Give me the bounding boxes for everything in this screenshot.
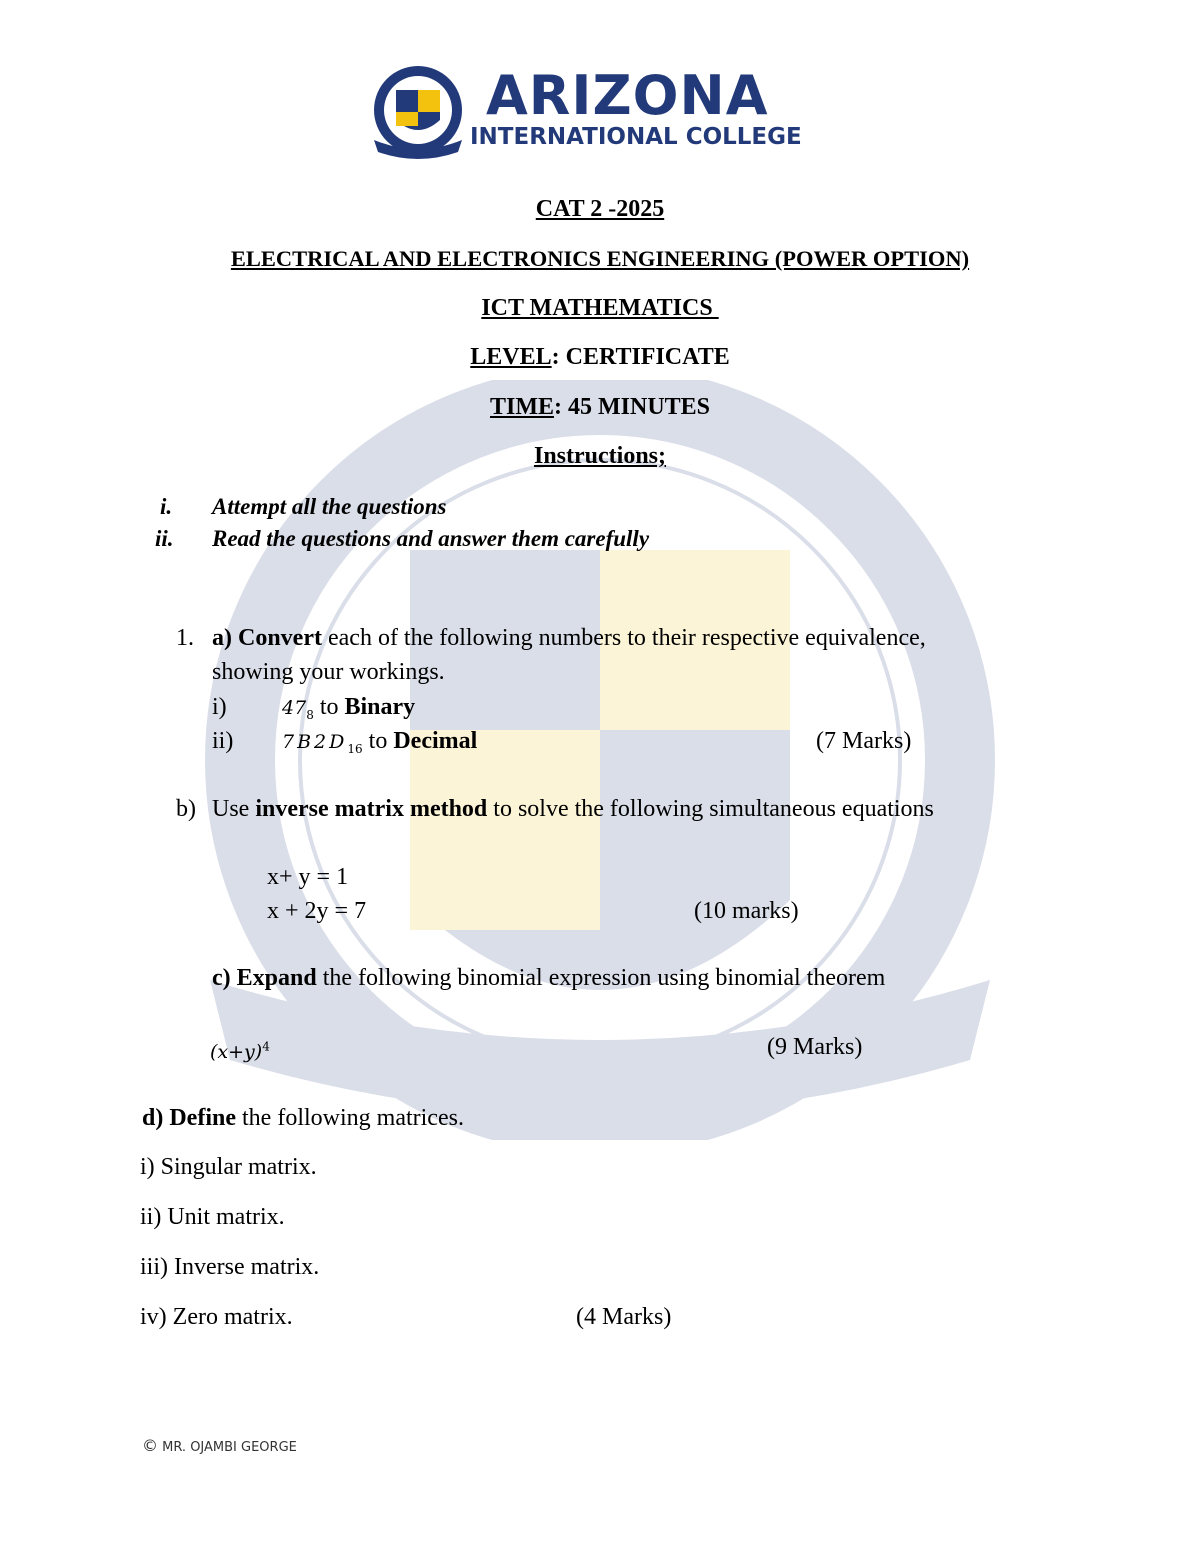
time-line: TIME: 45 MINUTES [489, 394, 711, 420]
q1a-item-1: $47_8$ to Binary [282, 694, 416, 722]
q1d-item: i) Singular matrix. [140, 1154, 317, 1180]
subject-title: ICT MATHEMATICS [481, 295, 719, 321]
q1a-item-num: i) [212, 694, 227, 720]
q1c-marks: (9 Marks) [767, 1034, 863, 1060]
course-title: ELECTRICAL AND ELECTRONICS ENGINEERING (POWER OPTION) [230, 246, 970, 271]
instruction-text: Read the questions and answer them carefully [212, 526, 650, 551]
instruction-num: ii. [155, 526, 174, 551]
instructions-heading: Instructions; [533, 443, 666, 469]
q1a-marks: (7 Marks) [816, 728, 912, 754]
q1b-equation-2: x + 2y = 7 [267, 898, 367, 924]
question-number: 1. [176, 625, 194, 651]
q1d-prompt: d) Define the following matrices. [142, 1105, 464, 1131]
q1c-prompt: c) Expand the following binomial expression using binomial theorem [212, 965, 886, 991]
copyright-icon: © [142, 1436, 158, 1455]
q1b-label: b) [176, 796, 196, 822]
q1b-equation-1: x+ y = 1 [267, 864, 349, 890]
college-seal-icon [368, 62, 468, 162]
college-subtitle: INTERNATIONAL COLLEGE [470, 124, 802, 150]
q1a-item-num: ii) [212, 728, 234, 754]
exam-title: CAT 2 -2025 [535, 196, 665, 222]
q1d-item: ii) Unit matrix. [140, 1204, 285, 1230]
footer-copyright: © MR. OJAMBI GEORGE [142, 1436, 297, 1455]
q1d-marks: (4 Marks) [576, 1304, 672, 1330]
q1a-prompt-cont: showing your workings. [212, 659, 445, 685]
q1d-item: iv) Zero matrix. [140, 1304, 293, 1330]
level-line: LEVEL: CERTIFICATE [470, 344, 730, 370]
college-logo [368, 62, 838, 162]
q1c-expression: $(x+y)^4$ [210, 1040, 270, 1064]
q1b-marks: (10 marks) [694, 898, 799, 924]
instruction-num: i. [160, 494, 173, 519]
q1b-prompt: Use inverse matrix method to solve the following simultaneous equations [212, 796, 934, 822]
instruction-text: Attempt all the questions [212, 494, 447, 519]
q1d-item: iii) Inverse matrix. [140, 1254, 320, 1280]
q1a-prompt: a) Convert each of the following numbers to their respective equivalence, [212, 625, 926, 651]
college-name: ARIZONA [486, 64, 769, 127]
q1a-item-2: $7B2D_{16}$ to Decimal [282, 728, 478, 756]
